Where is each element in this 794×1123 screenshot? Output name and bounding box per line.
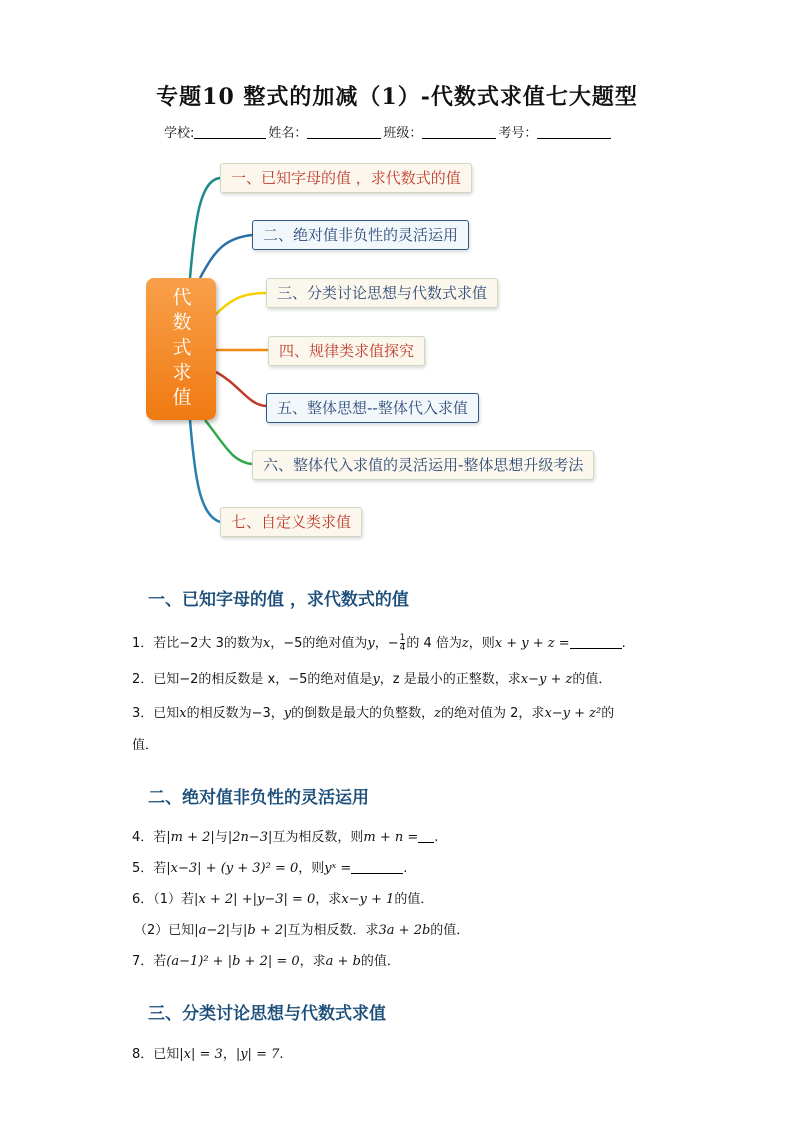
question-text: . <box>403 861 408 876</box>
math-expression: |a−2| <box>194 923 230 938</box>
question-text: ，− <box>374 636 399 651</box>
page-title: 专题10 整式的加减（1）-代数式求值七大题型 <box>156 84 638 110</box>
question-text: 互为相反数．求 <box>287 923 379 938</box>
question-text: ，z 是最小的正整数，求 <box>379 672 521 687</box>
question-text <box>400 634 406 653</box>
question-6-2 <box>134 919 469 938</box>
center-label: 代数式求值 <box>169 286 192 412</box>
math-expression: y <box>367 636 375 651</box>
question-text: ，则 <box>298 861 325 876</box>
question-text: 的 4 倍为 <box>406 636 462 651</box>
math-expression: x <box>262 636 271 651</box>
school-label: 学校: <box>164 126 195 141</box>
question-text: 4．若 <box>132 830 167 845</box>
math-expression: (a−1)² + |b + 2| = 0 <box>166 954 300 969</box>
question-text: 互为相反数，则 <box>272 830 364 845</box>
math-expression: |b + 2| <box>242 923 288 938</box>
question-text: 的相反数为−3， <box>186 706 284 721</box>
math-expression: m + n = <box>363 830 419 845</box>
question-7 <box>132 950 400 969</box>
question-text: 6．（1）若 <box>132 892 195 907</box>
answer-blank[interactable] <box>351 861 403 874</box>
question-text: 3．已知 <box>132 706 180 721</box>
math-expression: |x−3| + (y + 3)² = 0 <box>166 861 299 876</box>
math-expression: y <box>372 672 380 687</box>
answer-blank[interactable] <box>418 830 434 843</box>
class-label: 班级： <box>383 126 423 141</box>
mind-node-5[interactable]: 五、整体思想--整体代入求值 <box>266 393 479 423</box>
math-expression: yˣ = <box>324 861 352 876</box>
question-text: . <box>279 1047 284 1062</box>
question-3 <box>132 702 614 721</box>
math-expression: y <box>283 706 292 721</box>
question-text: 7．若 <box>132 954 167 969</box>
mind-node-7[interactable]: 七、自定义类求值 <box>220 507 362 537</box>
question-text: . <box>621 636 626 651</box>
question-3-cont: 值． <box>132 738 159 753</box>
connector-2 <box>200 235 252 278</box>
question-text: 的绝对值为 2，求 <box>441 706 545 721</box>
question-text: 的 <box>601 706 615 721</box>
question-8 <box>132 1043 284 1062</box>
math-expression: a + b <box>325 954 361 969</box>
mind-node-6[interactable]: 六、整体代入求值的灵活运用-整体思想升级考法 <box>252 450 594 480</box>
math-expression: |x + 2| +|y−3| = 0 <box>194 892 316 907</box>
question-text: （2）已知 <box>134 923 195 938</box>
math-expression: |y| = 7 <box>235 1047 280 1062</box>
answer-blank[interactable] <box>570 636 622 649</box>
question-text: 的值． <box>430 923 470 938</box>
question-5 <box>132 857 407 876</box>
mind-map-center <box>146 278 216 420</box>
question-text: 的值． <box>360 954 400 969</box>
question-text: 的倒数是最大的负整数， <box>291 706 435 721</box>
question-4 <box>132 826 438 845</box>
question-text: ，求 <box>299 954 326 969</box>
question-2 <box>132 668 611 687</box>
math-expression: z <box>434 706 442 721</box>
math-expression: x + y + z = <box>494 636 570 651</box>
math-expression: |x| = 3 <box>179 1047 223 1062</box>
connector-3 <box>210 293 266 320</box>
math-expression: x <box>179 706 187 721</box>
mind-map <box>0 0 794 560</box>
question-text: 1．若比−2大 3的数为 <box>132 636 263 651</box>
question-text: 的值． <box>394 892 434 907</box>
connector-1 <box>190 178 220 278</box>
exam-no-label: 考号： <box>498 126 538 141</box>
question-text: ，求 <box>315 892 342 907</box>
question-text: 与 <box>214 830 228 845</box>
question-text: 的值． <box>572 672 612 687</box>
question-text: 与 <box>229 923 243 938</box>
question-text: ，−5的绝对值为 <box>270 636 368 651</box>
mind-node-1[interactable]: 一、已知字母的值 ，求代数式的值 <box>220 163 472 193</box>
question-text: 1 <box>399 633 406 643</box>
math-expression: x−y + z² <box>544 706 602 721</box>
section-heading-3: 三、分类讨论思想与代数式求值 <box>148 1004 386 1024</box>
connector-6 <box>205 420 252 464</box>
question-text: 5．若 <box>132 861 167 876</box>
question-text: 2．已知−2的相反数是 x，−5的绝对值是 <box>132 672 373 687</box>
math-expression: |m + 2| <box>166 830 215 845</box>
question-1 <box>132 632 626 653</box>
question-text: . <box>434 830 439 845</box>
connector-5 <box>216 372 266 406</box>
question-6-1 <box>132 888 433 907</box>
math-expression: |2n−3| <box>227 830 273 845</box>
section-heading-2: 二、绝对值非负性的灵活运用 <box>148 788 369 808</box>
math-expression: 3a + 2b <box>378 923 431 938</box>
math-expression: z <box>461 636 469 651</box>
mind-node-4[interactable]: 四、规律类求值探究 <box>268 336 425 366</box>
question-text: 8．已知 <box>132 1047 180 1062</box>
name-label: 姓名： <box>268 126 308 141</box>
question-text: ，则 <box>468 636 495 651</box>
section-heading-1: 一、已知字母的值 ，求代数式的值 <box>148 590 409 610</box>
math-expression: x−y + 1 <box>341 892 395 907</box>
mind-node-3[interactable]: 三、分类讨论思想与代数式求值 <box>266 278 498 308</box>
question-text: 4 <box>399 643 406 653</box>
question-text: ， <box>222 1047 236 1062</box>
mind-node-2[interactable]: 二、绝对值非负性的灵活运用 <box>252 220 469 250</box>
math-expression: x−y + z <box>520 672 573 687</box>
